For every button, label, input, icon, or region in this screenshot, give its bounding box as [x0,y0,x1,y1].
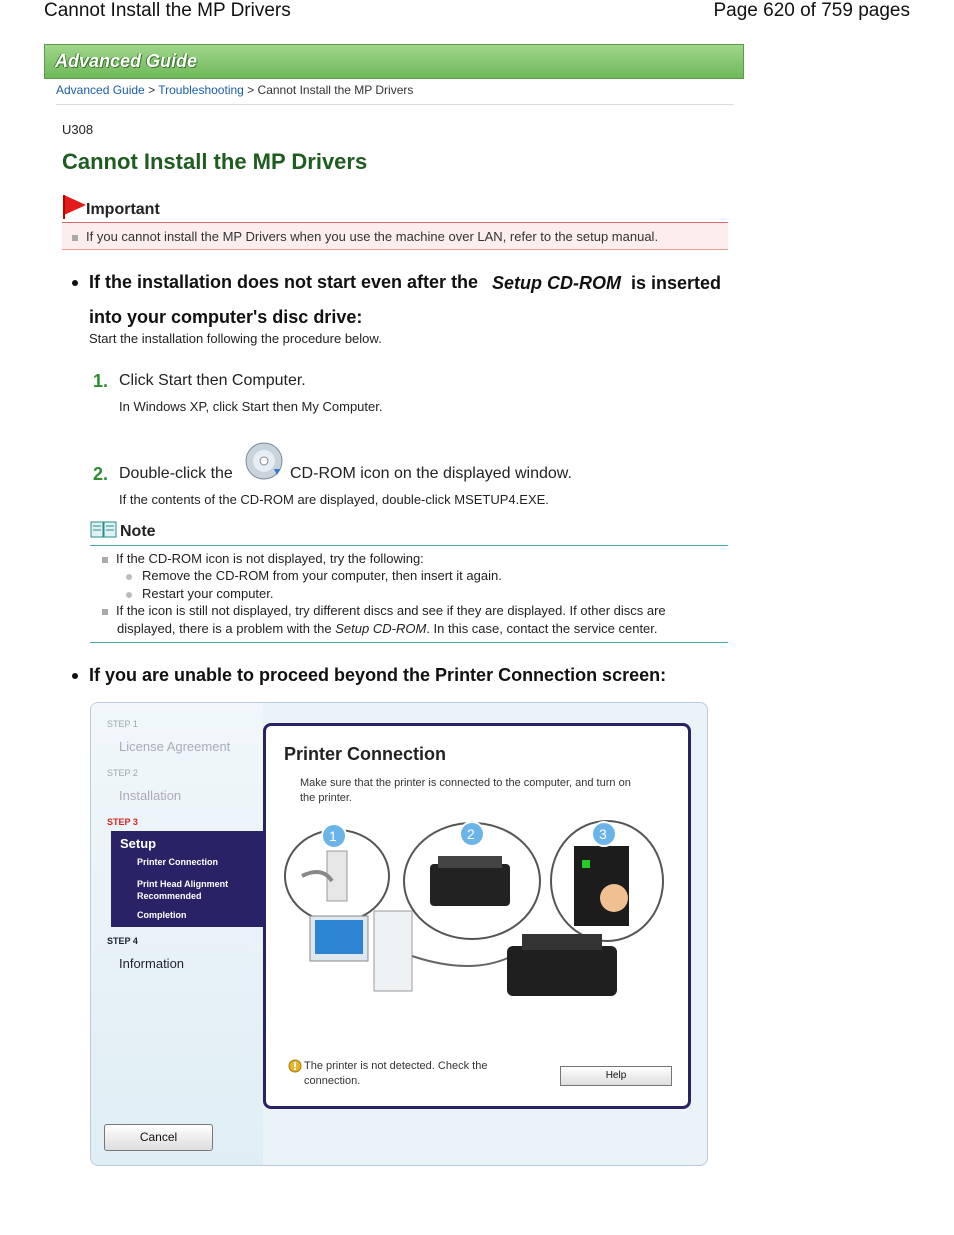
breadcrumb-separator: > [247,83,255,97]
breadcrumb-troubleshooting[interactable]: Troubleshooting [158,83,244,97]
important-text: If you cannot install the MP Drivers when you use the machine over LAN, refer to the setup manual. [86,229,659,244]
sidebar-item: Installation [119,788,182,803]
dot-bullet-icon [126,592,132,598]
sidebar-item: License Agreement [119,739,231,754]
advanced-guide-banner [44,44,744,79]
step-label: STEP 3 [107,817,138,827]
setup-sidebar [91,703,263,1165]
help-button[interactable]: Help [560,1066,672,1086]
page-title: Cannot Install the MP Drivers [62,149,368,174]
step-number: 1. [93,371,109,391]
square-bullet-icon [72,235,78,241]
status-text: connection. [304,1075,361,1087]
bullet-icon [72,673,78,679]
note-item: If the CD-ROM icon is not displayed, try the following: [102,551,424,566]
step-text: Click Start then Computer. [119,372,306,389]
breadcrumb-current: Cannot Install the MP Drivers [257,83,414,97]
step-number: 2. [93,464,109,484]
panel-text: Make sure that the printer is connected to the computer, and turn on [300,777,631,789]
section1-heading-c: into your computer's disc drive: [89,307,363,327]
panel-title: Printer Connection [284,744,447,764]
divider [90,545,728,546]
step-marker-3: 3 [599,826,607,842]
note-subitem: Remove the CD-ROM from your computer, then insert it again. [126,568,502,583]
dot-bullet-icon [126,574,132,580]
breadcrumb [56,83,413,97]
step-marker-2: 2 [467,826,475,842]
step-label: STEP 4 [107,936,138,946]
doc-code: U308 [62,122,94,137]
step-label: STEP 2 [107,768,138,778]
note-subitem: Restart your computer. [126,586,274,601]
square-bullet-icon [102,609,108,615]
section1-intro: Start the installation following the procedure below. [89,331,382,346]
panel-text: the printer. [300,792,352,804]
book-icon [90,520,118,540]
important-title: Important [86,201,160,218]
step-text-a: Double-click the [119,465,233,482]
note-item: If the icon is still not displayed, try different discs and see if they are displayed. If other discs are [102,603,666,618]
page-number: Page 620 of 759 pages [713,0,910,21]
banner-label: Advanced Guide [55,51,198,71]
divider [56,104,734,105]
step-text-b: CD-ROM icon on the displayed window. [290,465,572,482]
status-text: The printer is not detected. Check the [304,1060,488,1072]
current-step-box: Setup Printer Connection Print Head Alignment Recommended Completion [111,831,264,927]
step-subtext: If the contents of the CD-ROM are displayed, double-click MSETUP4.EXE. [119,492,549,507]
cd-rom-icon [244,441,286,483]
square-bullet-icon [102,557,108,563]
section1-heading-em: Setup CD-ROM [492,273,621,293]
bullet-icon [72,280,78,286]
cancel-button[interactable]: Cancel [104,1124,213,1151]
sidebar-item: Information [119,956,185,971]
flag-icon [62,193,88,219]
step-subtext: In Windows XP, click Start then My Computer. [119,399,383,414]
divider [90,642,728,643]
page-header-title: Cannot Install the MP Drivers [44,0,291,21]
connection-illustration [282,816,677,1016]
note-title: Note [120,523,156,540]
note-item-continued: displayed, there is a problem with the Setup CD-ROM. In this case, contact the service center. [117,621,658,636]
breadcrumb-separator: > [148,83,156,97]
section1-heading-a: If the installation does not start even after the [89,272,479,292]
important-box [62,222,728,250]
step-label: STEP 1 [107,719,138,729]
section2-heading: If you are unable to proceed beyond the Printer Connection screen: [89,665,667,685]
breadcrumb-advanced-guide[interactable]: Advanced Guide [56,83,145,97]
section1-heading-b: is inserted [631,273,722,293]
step-marker-1: 1 [329,828,337,844]
warning-icon [288,1059,302,1073]
printer-connection-screenshot [90,702,708,1166]
printer-connection-panel [263,723,691,1109]
